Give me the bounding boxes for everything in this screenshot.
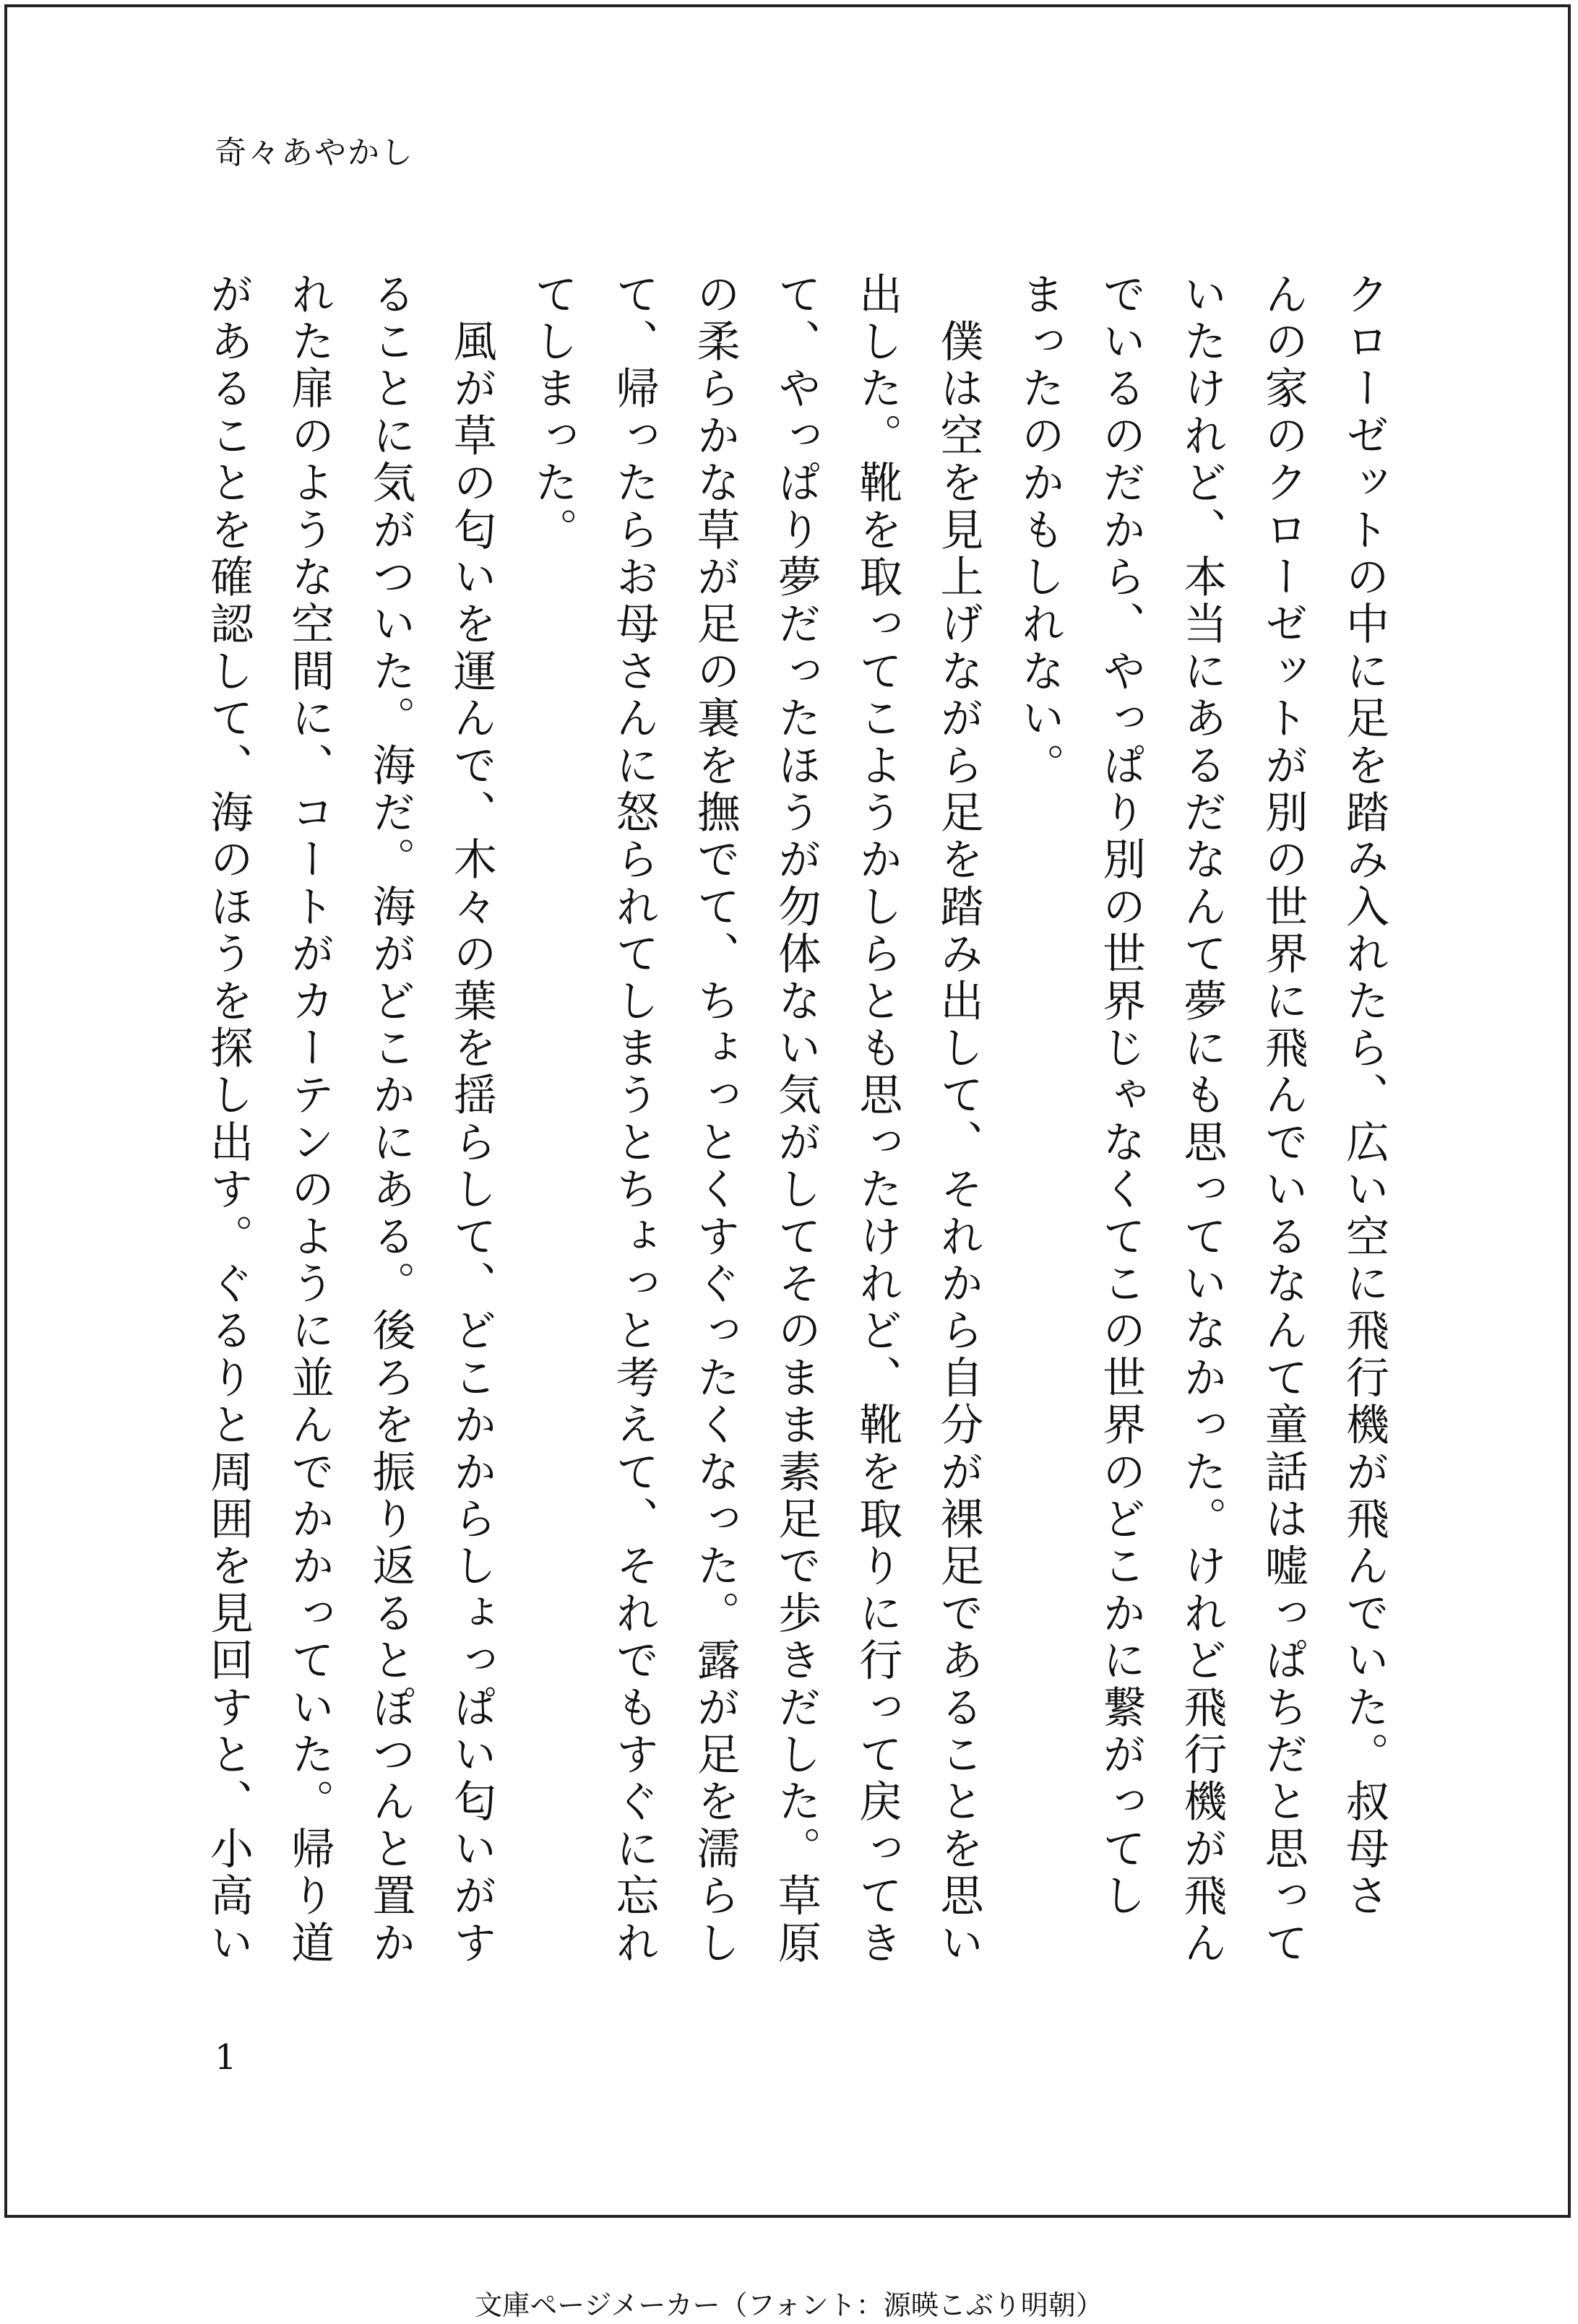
text-column: でいるのだから、やっぱり別の世界じゃなくてこの世界のどこかに繋がってし <box>1095 272 1147 1920</box>
text-column: いたけれど、本当にあるだなんて夢にも思っていなかった。けれど飛行機が飛ん <box>1176 272 1228 1968</box>
text-column: があることを確認して、海のほうを探し出す。ぐるりと周囲を見回すと、小高い <box>202 272 254 1968</box>
text-column: の柔らかな草が足の裏を撫でて、ちょっとくすぐったくなった。露が足を濡らし <box>689 272 741 1968</box>
text-column: クローゼットの中に足を踏み入れたら、広い空に飛行機が飛んでいた。叔母さ <box>1339 272 1389 1920</box>
text-column: 風が草の匂いを運んで、木々の葉を揺らして、どこかからしょっぱい匂いがす <box>446 272 497 1968</box>
text-column: て、帰ったらお母さんに怒られてしまうとちょっと考えて、それでもすぐに忘れ <box>608 272 660 1968</box>
text-column: んの家のクローゼットが別の世界に飛んでいるなんて童話は嘘っぱちだと思って <box>1257 272 1308 1968</box>
page-number: 1 <box>215 2037 237 2078</box>
vertical-body-text <box>188 272 1405 1977</box>
text-column: れた扉のような空間に、コートがカーテンのように並んでかかっていた。帰り道 <box>284 272 335 1968</box>
text-column: て、やっぱり夢だったほうが勿体ない気がしてそのまま素足で歩きだした。草原 <box>770 272 822 1968</box>
text-column: まったのかもしれない。 <box>1014 272 1065 790</box>
text-column: 出した。靴を取ってこようかしらとも思ったけれど、靴を取りに行って戻ってき <box>852 272 903 1968</box>
running-header-title: 奇々あやかし <box>215 134 414 171</box>
footer-credit: 文庫ページメーカー（フォント：源暎こぶり明朝） <box>475 2289 1103 2321</box>
text-column: てしまった。 <box>527 272 579 555</box>
book-page <box>4 4 1571 2218</box>
text-column: 僕は空を見上げながら足を踏み出して、それから自分が裸足であることを思い <box>933 272 984 1968</box>
text-column: ることに気がついた。海だ。海がどこかにある。後ろを振り返るとぽつんと置か <box>365 272 416 1968</box>
